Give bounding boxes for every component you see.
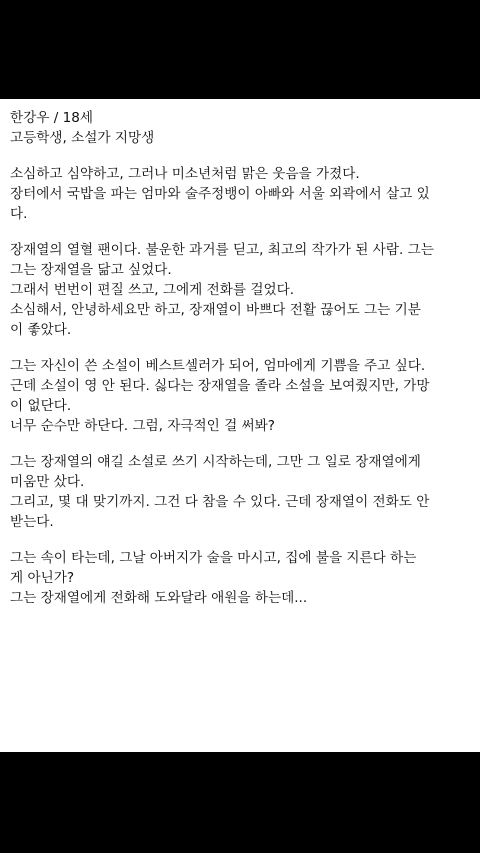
character-role: 고등학생, 소설가 지망생 [10,130,155,146]
paragraph-line: 그래서 번번이 편질 쓰고, 그에게 전화를 걸었다. [10,282,295,298]
paragraph-line: 이 없단다. [10,398,72,414]
character-name-age: 한강우 / 18세 [10,110,94,126]
paragraph-line: 게 아닌가? [10,570,75,586]
paragraph-line: 장재열의 열혈 팬이다. 불운한 과거를 딛고, 최고의 작가가 된 사람. 그는 [10,242,434,258]
paragraph-line: 그는 속이 타는데, 그날 아버지가 술을 마시고, 집에 불을 지른다 하는 [10,550,417,566]
paragraph-line: 받는다. [10,514,54,530]
paragraph-line: 다. [10,206,28,222]
paragraph-line: 소심해서, 안녕하세요만 하고, 장재열이 바쁘다 전활 끊어도 그는 기분 [10,302,421,318]
paragraph-line: 장터에서 국밥을 파는 엄마와 술주정뱅이 아빠와 서울 외곽에서 살고 있 [10,186,430,202]
paragraph-gap [10,340,470,356]
paragraph-line: 미움만 샀다. [10,474,85,490]
paragraph-line: 근데 소설이 영 안 된다. 싫다는 장재열을 졸라 소설을 보여줬지만, 가망 [10,378,430,394]
paragraph-gap [10,436,470,452]
character-profile-page [0,99,480,752]
paragraph-gap [10,532,470,548]
paragraph-line: 너무 순수만 하단다. 그럼, 자극적인 걸 써봐? [10,418,276,434]
paragraph-line: 그는 자신이 쓴 소설이 베스트셀러가 되어, 엄마에게 기쁨을 주고 싶다. [10,358,426,374]
paragraph-line: 이 좋았다. [10,322,72,338]
paragraph-line: 그는 장재열에게 전화해 도와달라 애원을 하는데... [10,590,308,606]
paragraph-gap [10,224,470,240]
paragraph-line: 그는 장재열의 얘길 소설로 쓰기 시작하는데, 그만 그 일로 장재열에게 [10,454,421,470]
paragraph-line: 소심하고 심약하고, 그러나 미소년처럼 맑은 웃음을 가졌다. [10,166,360,182]
paragraph-line: 그는 장재열을 닮고 싶었다. [10,262,172,278]
paragraph-line: 그리고, 몇 대 맞기까지. 그건 다 참을 수 있다. 근데 장재열이 전화도 안 [10,494,430,510]
paragraph-gap [10,148,470,164]
